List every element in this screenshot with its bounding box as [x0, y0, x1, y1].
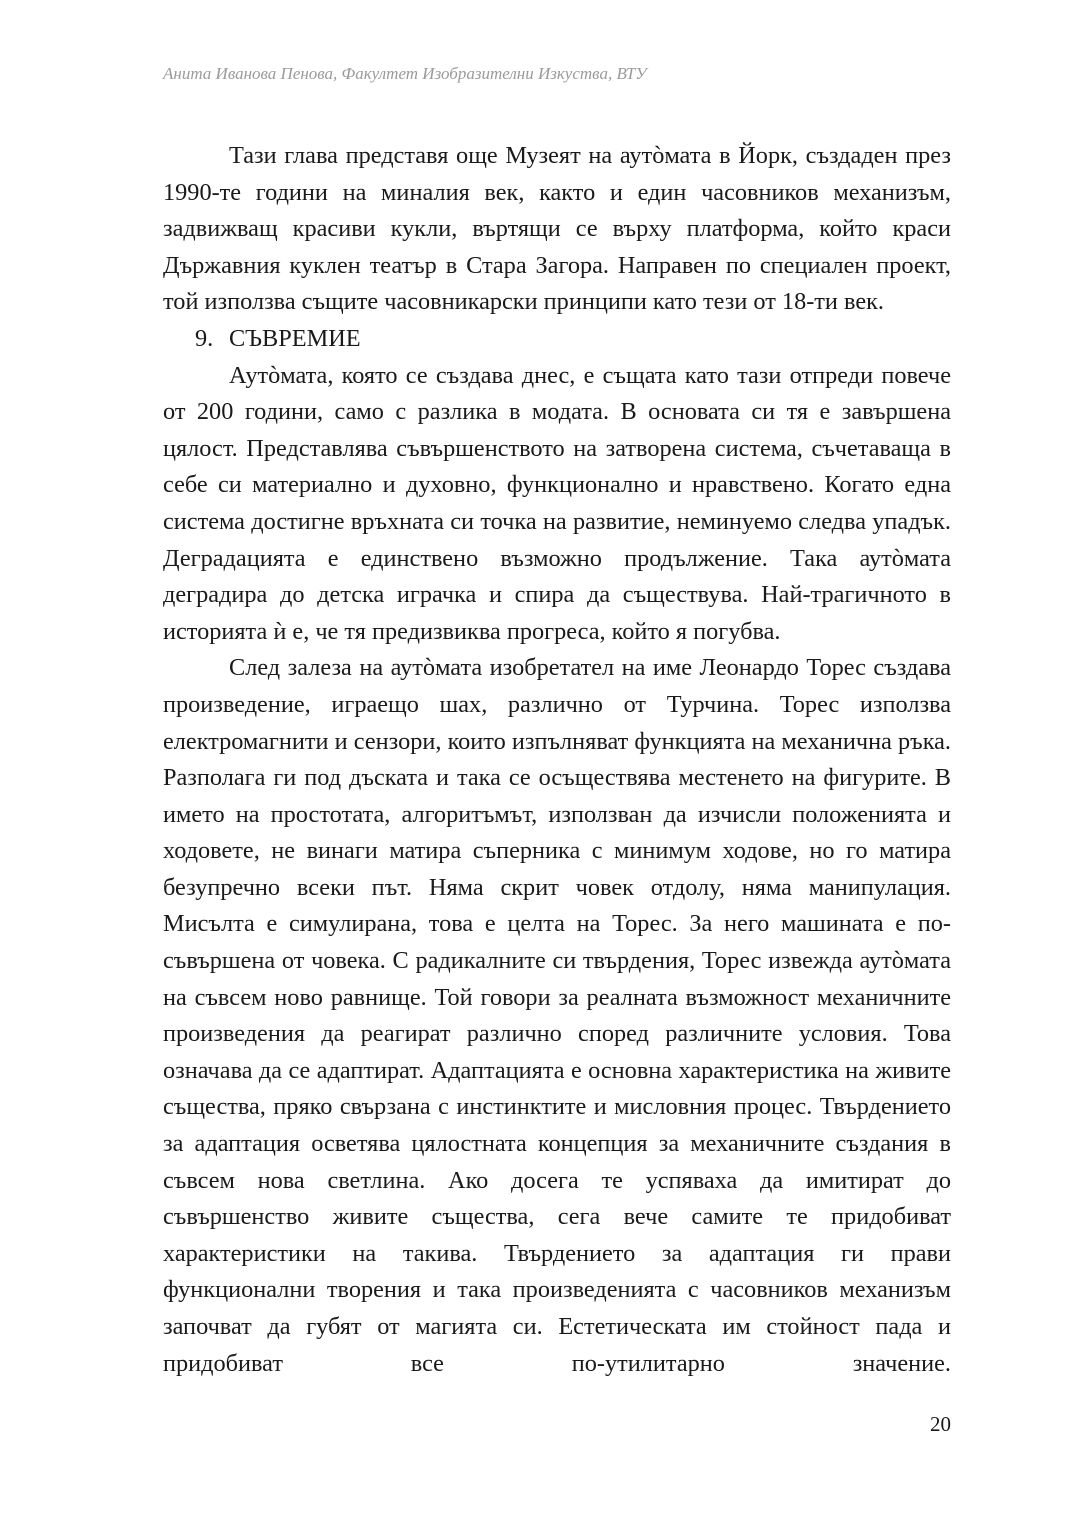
section-title: СЪВРЕМИЕ: [229, 324, 361, 352]
section-number: 9.: [195, 324, 214, 352]
paragraph-torres: След залеза на аутòмата изобретател на име Леонардо Торес създава произведение, играещо шах, различно от Турчина. Торес използва електромагнити и сензори, които изпълняват функцията на механична ръка. Разполага ги под дъската и така се осъществява местенето на фигурите. В името на простотата, алгоритъмът, използван да изчисли положенията и ходовете, не винаги матира съперника с минимум ходове, но го матира безупречно всеки път. Няма скрит човек отдолу, няма манипулация. Мисълта е симулирана, това е целта на Торес. За него машината е по-съвършена от човека. С радикалните си твърдения, Торес извежда аутòмата на съвсем ново равнище. Той говори за реалната възможност механичните произведения да реагират различно според различните условия. Това означава да се адаптират. Адаптацията е основна характеристика на живите същества, пряко свързана с инстинктите и мисловния процес. Твърдението за адаптация осветява цялостната концепция за механичните създания в съвсем нова светлина. Ако досега те успяваха да имитират до съвършенство живите същества, сега вече самите те придобиват характеристики на такива. Твърдението за адаптация ги прави функционални творения и така произведенията с часовников механизъм започват да губят от магията си. Естетическата им стойност пада и придобиват все по-утилитарно значение.: [163, 654, 951, 1377]
page-number: 20: [930, 1412, 951, 1436]
paragraph-intro: Тази глава представя още Музеят на аутòмата в Йорк, създаден през 1990-те години на миналия век, както и един часовников механизъм, задвижващ красиви кукли, въртящи се върху платформа, който краси Държавния куклен театър в Стара Загора. Направен по специален проект, той използва същите часовникарски принципи като тези от 18-ти век.: [163, 142, 951, 316]
body-text: [163, 138, 951, 1382]
running-header: Анита Иванова Пенова, Факултет Изобразителни Изкуства, ВТУ: [163, 64, 647, 83]
paragraph-contemporary: Аутòмата, която се създава днес, е същата като тази отпреди повече от 200 години, само с разлика в модата. В основата си тя е завършена цялост. Представлява съвършенството на затворена система, съчетаваща в себе си материално и духовно, функционално и нравствено. Когато една система достигне връхната си точка на развитие, неминуемо следва упадък. Деградацията е единствено възможно продължение. Така аутòмата деградира до детска играчка и спира да съществува. Най-трагичното в историята ѝ е, че тя предизвиква прогреса, който я погубва.: [163, 361, 951, 645]
section-heading: [163, 321, 951, 358]
